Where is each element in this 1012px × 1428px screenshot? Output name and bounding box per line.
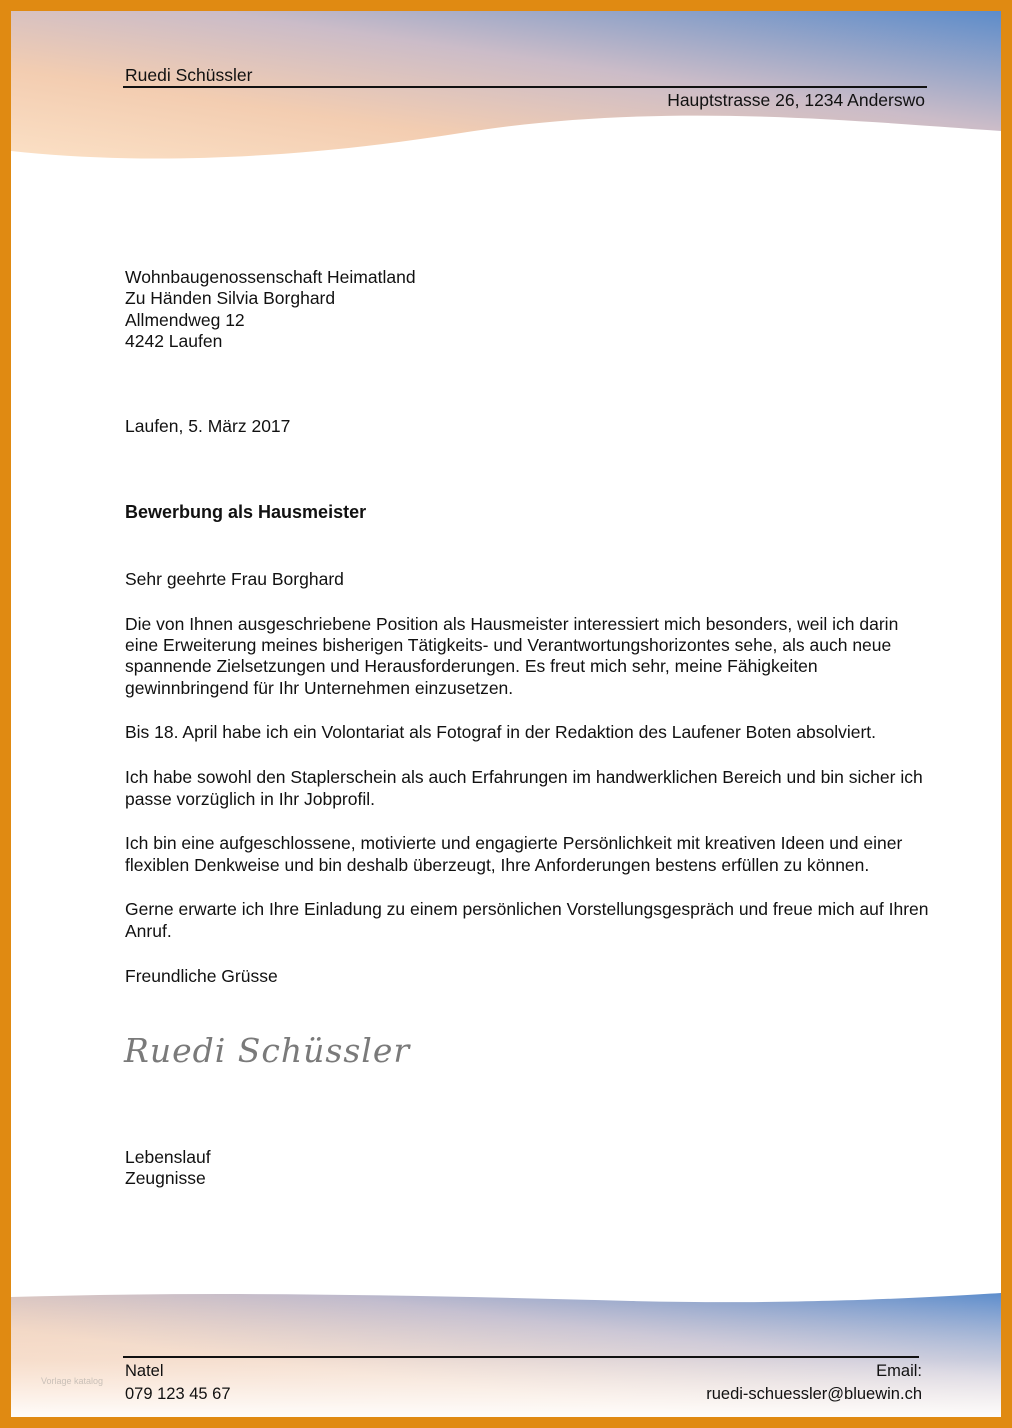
recipient-address	[125, 267, 416, 352]
letter-page	[11, 11, 1001, 1417]
handwritten-signature: Ruedi Schüssler	[124, 1031, 411, 1070]
watermark: Vorlage katalog	[41, 1376, 104, 1386]
body-paragraph: Ich habe sowohl den Staplerschein als auch Erfahrungen im handwerklichen Bereich und bin sicher ich passe vorzüglich in Ihr Jobprofil.	[125, 767, 923, 809]
closing: Freundliche Grüsse	[125, 965, 278, 986]
recipient-line: Allmendweg 12	[125, 309, 245, 330]
phone-label: Natel	[125, 1362, 164, 1380]
recipient-line: Zu Händen Silvia Borghard	[125, 288, 336, 309]
footer-email	[706, 1360, 922, 1405]
letter-subject: Bewerbung als Hausmeister	[125, 502, 367, 522]
footer-rule	[123, 1356, 919, 1358]
sender-address: Hauptstrasse 26, 1234 Anderswo	[667, 90, 925, 110]
enclosure-item: Lebenslauf	[125, 1147, 211, 1167]
salutation: Sehr geehrte Frau Borghard	[125, 569, 344, 589]
recipient-line: Wohnbaugenossenschaft Heimatland	[125, 267, 416, 287]
email-label: Email:	[876, 1362, 922, 1380]
enclosure-item: Zeugnisse	[125, 1168, 206, 1189]
sender-name: Ruedi Schüssler	[125, 65, 253, 85]
recipient-line: 4242 Laufen	[125, 330, 223, 351]
letter-body	[125, 569, 933, 987]
body-paragraph: Bis 18. April habe ich ein Volontariat als Fotograf in der Redaktion des Laufener Boten absolviert.	[125, 722, 877, 743]
header-rule	[123, 86, 927, 88]
body-paragraph: Gerne erwarte ich Ihre Einladung zu einem persönlichen Vorstellungsgespräch und freue mich auf Ihren Anruf.	[125, 899, 929, 941]
letter-date: Laufen, 5. März 2017	[125, 416, 291, 436]
body-paragraph: Die von Ihnen ausgeschriebene Position als Hausmeister interessiert mich besonders, weil ich darin eine Erweiterung meines bisherigen Tätigkeits- und Verantwortungshorizontes sehe, als auch neue spannende Zielsetzungen und Herausforderungen. Es freut mich sehr, meine Fähigkeiten gewinnbringend für Ihr Unternehmen einzusetzen.	[125, 613, 899, 698]
phone-number: 079 123 45 67	[125, 1384, 231, 1403]
enclosures-list	[125, 1147, 211, 1190]
footer-phone	[125, 1360, 231, 1405]
body-paragraph: Ich bin eine aufgeschlossene, motivierte und engagierte Persönlichkeit mit kreativen Ideen und einer flexiblen Denkweise und bin deshalb überzeugt, Ihre Anforderungen bestens erfüllen zu können.	[125, 833, 903, 875]
email-address: ruedi-schuessler@bluewin.ch	[706, 1384, 922, 1403]
